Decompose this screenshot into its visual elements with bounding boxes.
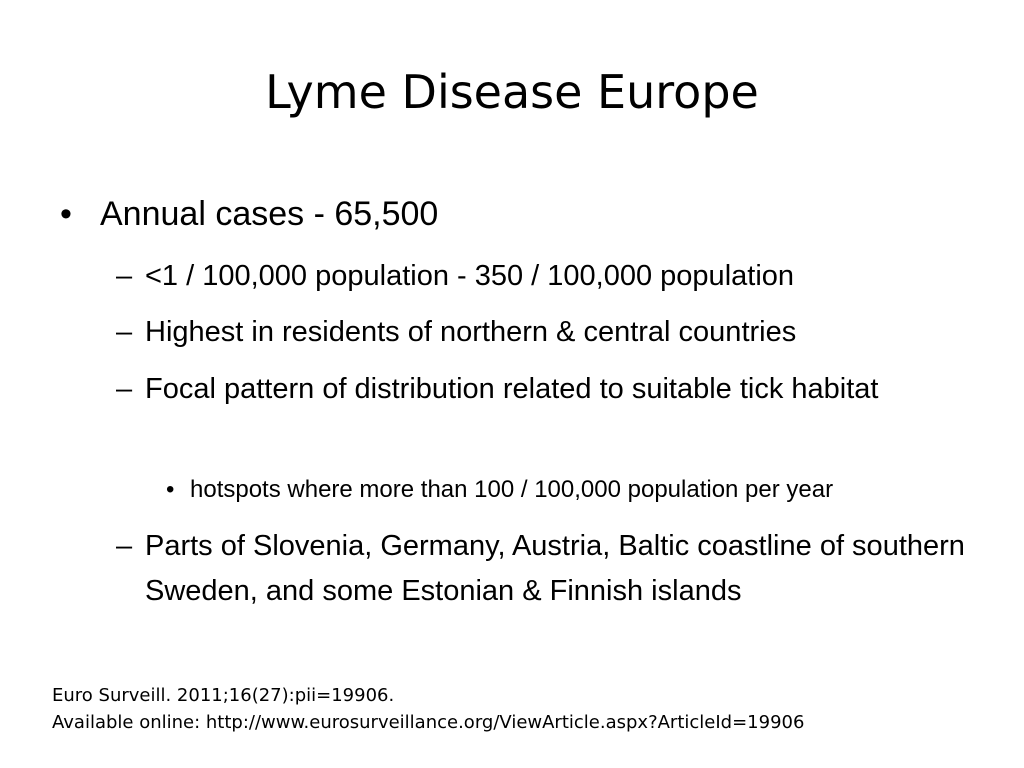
citation-url-line: Available online: http://www.eurosurveillance.org/ViewArticle.aspx?ArticleId=19906: [52, 712, 805, 733]
bullet-text: Annual cases - 65,500: [100, 195, 439, 233]
sub-bullet-marker: –: [116, 530, 133, 562]
bullet-marker: •: [60, 195, 72, 233]
source-citation: [52, 682, 804, 736]
sub-bullet-text: Parts of Slovenia, Germany, Austria, Baltic coastline of southern Sweden, and some Estonian & Finnish islands: [145, 530, 965, 607]
slide-title: Lyme Disease Europe: [265, 65, 759, 119]
sub-bullet-text: Highest in residents of northern & central countries: [145, 316, 797, 348]
sub-bullet-marker: –: [116, 373, 133, 405]
sub-bullet-text: <1 / 100,000 population - 350 / 100,000 population: [145, 260, 795, 292]
sub-bullet-text: Focal pattern of distribution related to suitable tick habitat: [145, 373, 879, 405]
sub-sub-bullet-text: hotspots where more than 100 / 100,000 population per year: [190, 476, 834, 503]
sub-bullet-marker: –: [116, 260, 133, 292]
sub-sub-bullet-marker: •: [166, 476, 175, 503]
citation-line: Euro Surveill. 2011;16(27):pii=19906.: [52, 685, 395, 706]
sub-bullet-marker: –: [116, 316, 133, 348]
